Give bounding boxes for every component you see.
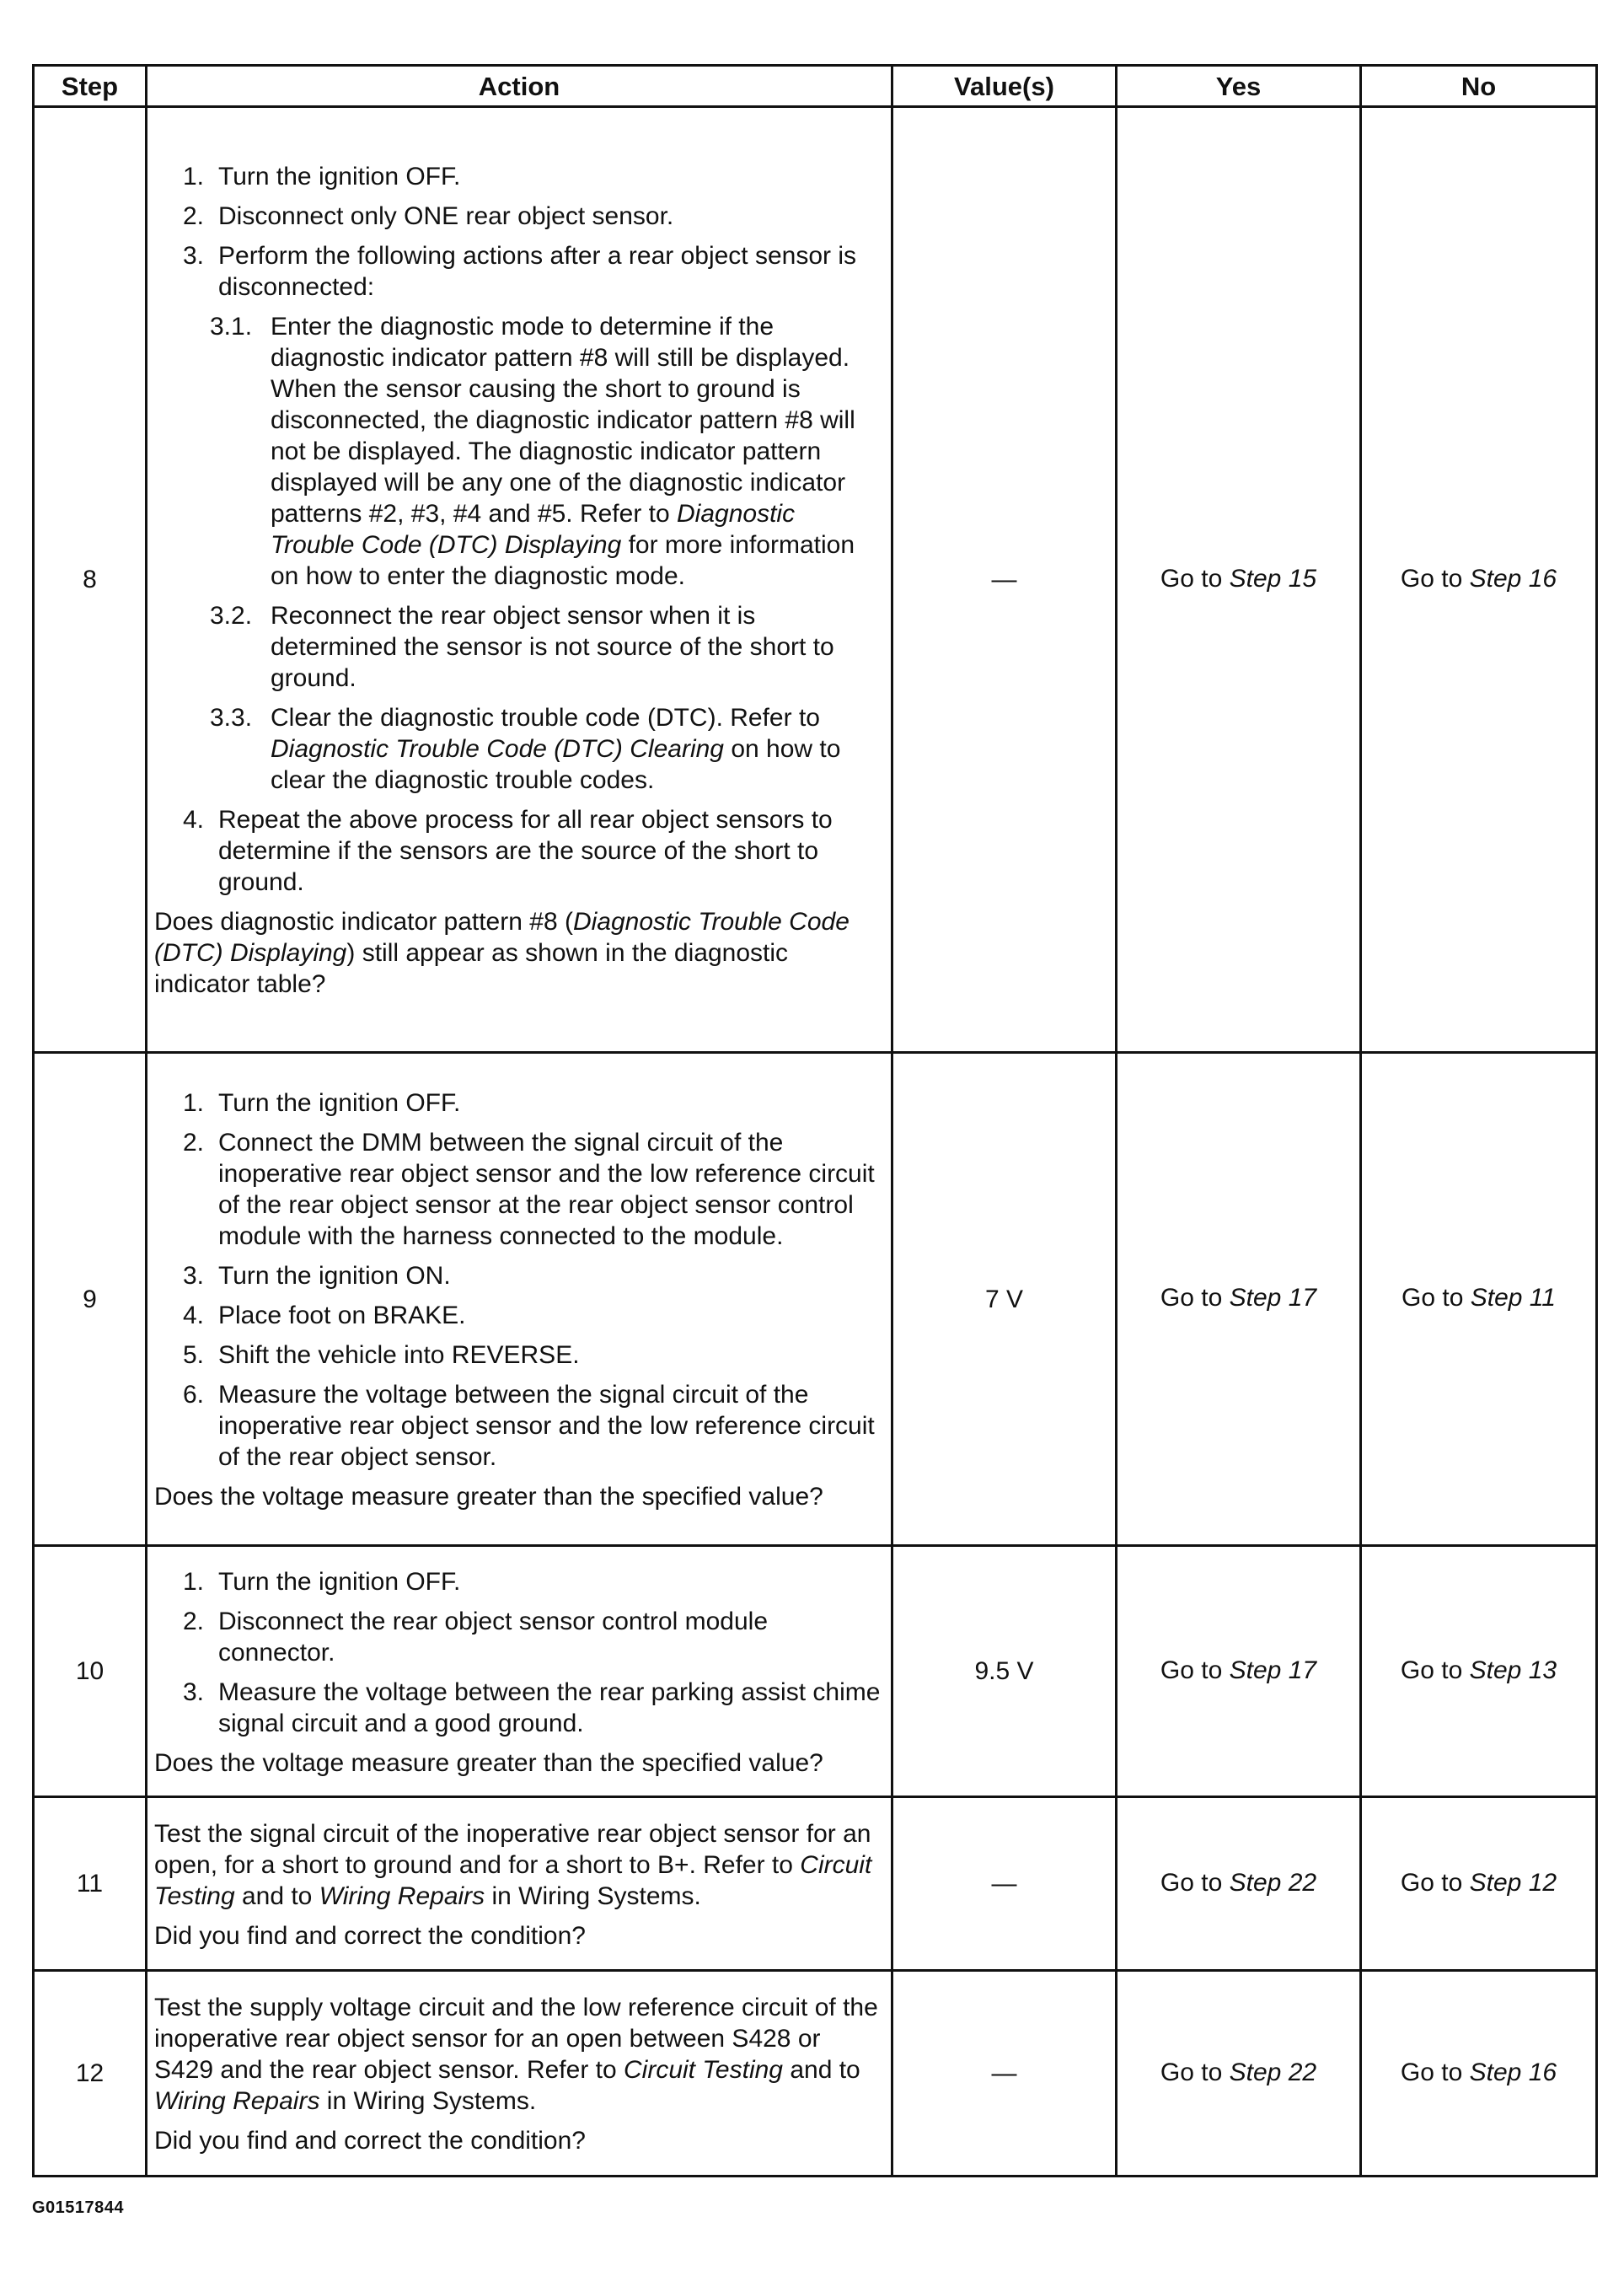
list-item: 4. Repeat the above process for all rear object sensors to determine if the sensors are the source of the short to ground.	[183, 806, 833, 896]
table-row	[34, 1797, 1597, 1971]
action-cell	[147, 1053, 892, 1546]
diagnostic-table	[32, 64, 1598, 2177]
value-cell: 9.5 V	[892, 1546, 1117, 1797]
question: Did you find and correct the condition?	[154, 2127, 586, 2155]
list-item: 4. Place foot on BRAKE.	[183, 1302, 466, 1329]
list-item: 2. Disconnect the rear object sensor control module connector.	[183, 1607, 769, 1667]
action-cell	[147, 1546, 892, 1797]
table-row	[34, 1053, 1597, 1546]
step-link: Step 22	[1229, 2058, 1317, 2086]
sub-list-item: 3.2. Reconnect the rear object sensor when it is determined the sensor is not source of the short to ground.	[210, 602, 834, 692]
table-row	[34, 107, 1597, 1053]
step-link: Step 13	[1469, 1656, 1557, 1684]
question: Does the voltage measure greater than the specified value?	[154, 1748, 823, 1777]
step-link: Step 17	[1229, 1656, 1317, 1684]
question: Does diagnostic indicator pattern #8 (Diagnostic Trouble Code (DTC) Displaying) still appear as shown in the diagnostic indicator table?	[154, 908, 850, 998]
list-item: 1. Turn the ignition OFF.	[183, 1567, 461, 1596]
cross-reference: Diagnostic Trouble Code (DTC) Clearing	[271, 735, 724, 763]
question: Does the voltage measure greater than the specified value?	[154, 1483, 823, 1511]
step-link: Step 11	[1470, 1284, 1556, 1312]
list-item: 6. Measure the voltage between the signal circuit of the inoperative rear object sensor and the low reference circuit of the rear object sensor.	[183, 1381, 875, 1471]
action-cell	[147, 1797, 892, 1971]
step-number: 12	[34, 1971, 147, 2177]
yes-cell: Go to Step 17	[1117, 1053, 1361, 1546]
step-link: Step 15	[1229, 564, 1317, 593]
no-cell: Go to Step 12	[1361, 1797, 1597, 1971]
yes-cell: Go to Step 15	[1117, 107, 1361, 1053]
question: Did you find and correct the condition?	[154, 1921, 586, 1950]
step-number: 10	[34, 1546, 147, 1797]
value-cell: —	[892, 107, 1117, 1053]
no-cell: Go to Step 11	[1361, 1053, 1597, 1546]
header-row	[34, 66, 1597, 107]
value-cell: —	[892, 1971, 1117, 2177]
no-cell: Go to Step 13	[1361, 1546, 1597, 1797]
value-cell: 7 V	[892, 1053, 1117, 1546]
cross-reference: Circuit Testing	[154, 1850, 872, 1910]
list-item: 3. Measure the voltage between the rear parking assist chime signal circuit and a good ground.	[183, 1677, 881, 1737]
yes-cell: Go to Step 17	[1117, 1546, 1361, 1797]
list-item: 5. Shift the vehicle into REVERSE.	[183, 1341, 580, 1369]
value-cell: —	[892, 1797, 1117, 1971]
table-row	[34, 1546, 1597, 1797]
sub-list-item: 3.3. Clear the diagnostic trouble code (DTC). Refer to Diagnostic Trouble Code (DTC) Clearing on how to clear the diagnostic trouble codes.	[210, 704, 841, 794]
header-no: No	[1361, 66, 1597, 107]
list-item: 1. Turn the ignition OFF.	[183, 1089, 461, 1117]
header-action: Action	[147, 66, 892, 107]
header-values: Value(s)	[892, 66, 1117, 107]
list-item: 1. Turn the ignition OFF.	[183, 163, 461, 191]
step-number: 11	[34, 1797, 147, 1971]
no-cell: Go to Step 16	[1361, 107, 1597, 1053]
step-link: Step 12	[1469, 1868, 1557, 1897]
action-cell	[147, 107, 892, 1053]
list-item: 2. Connect the DMM between the signal circuit of the inoperative rear object sensor and the low reference circuit of the rear object sensor at the rear object sensor control module with the harness connected to the module.	[183, 1129, 875, 1250]
step-link: Step 17	[1229, 1284, 1317, 1312]
list-item: 2. Disconnect only ONE rear object sensor.	[183, 202, 674, 230]
step-number: 9	[34, 1053, 147, 1546]
figure-id: G01517844	[32, 2198, 125, 2217]
step-link: Step 22	[1229, 1868, 1317, 1897]
yes-cell: Go to Step 22	[1117, 1797, 1361, 1971]
cross-reference: Wiring Repairs	[154, 2087, 320, 2115]
sub-list-item: 3.1. Enter the diagnostic mode to determine if the diagnostic indicator pattern #8 will still be displayed. When the sensor causing the short to ground is disconnected, the diagnostic indicator pattern #8 will not be displayed. The diagnostic indicator pattern displayed will be any one of the diagnostic indicator patterns #2, #3, #4 and #5. Refer to Diagnostic Trouble Code (DTC) Displaying for more information on how to enter the diagnostic mode.	[210, 313, 855, 590]
header-yes: Yes	[1117, 66, 1361, 107]
yes-cell: Go to Step 22	[1117, 1971, 1361, 2177]
no-cell: Go to Step 16	[1361, 1971, 1597, 2177]
header-step: Step	[34, 66, 147, 107]
instruction-paragraph: Test the signal circuit of the inoperative rear object sensor for an open, for a short to ground and for a short to B+. Refer to Circuit Testing and to Wiring Repairs in Wiring Systems.	[154, 1819, 872, 1910]
instruction-paragraph: Test the supply voltage circuit and the low reference circuit of the inoperative rear object sensor for an open between S428 or S429 and the rear object sensor. Refer to Circuit Testing and to Wiring Repairs in Wiring Systems.	[154, 1994, 878, 2115]
list-item: 3. Perform the following actions after a rear object sensor is disconnected:	[183, 242, 857, 301]
list-item: 3. Turn the ignition ON.	[183, 1262, 451, 1290]
step-link: Step 16	[1469, 564, 1557, 593]
step-number: 8	[34, 107, 147, 1053]
cross-reference: Wiring Repairs	[319, 1881, 485, 1910]
cross-reference: Circuit Testing	[624, 2056, 783, 2084]
action-cell	[147, 1971, 892, 2177]
cross-reference: Diagnostic Trouble Code (DTC) Displaying	[271, 500, 796, 559]
step-link: Step 16	[1469, 2058, 1557, 2086]
table-row	[34, 1971, 1597, 2177]
cross-reference: Diagnostic Trouble Code (DTC) Displaying	[154, 908, 850, 967]
